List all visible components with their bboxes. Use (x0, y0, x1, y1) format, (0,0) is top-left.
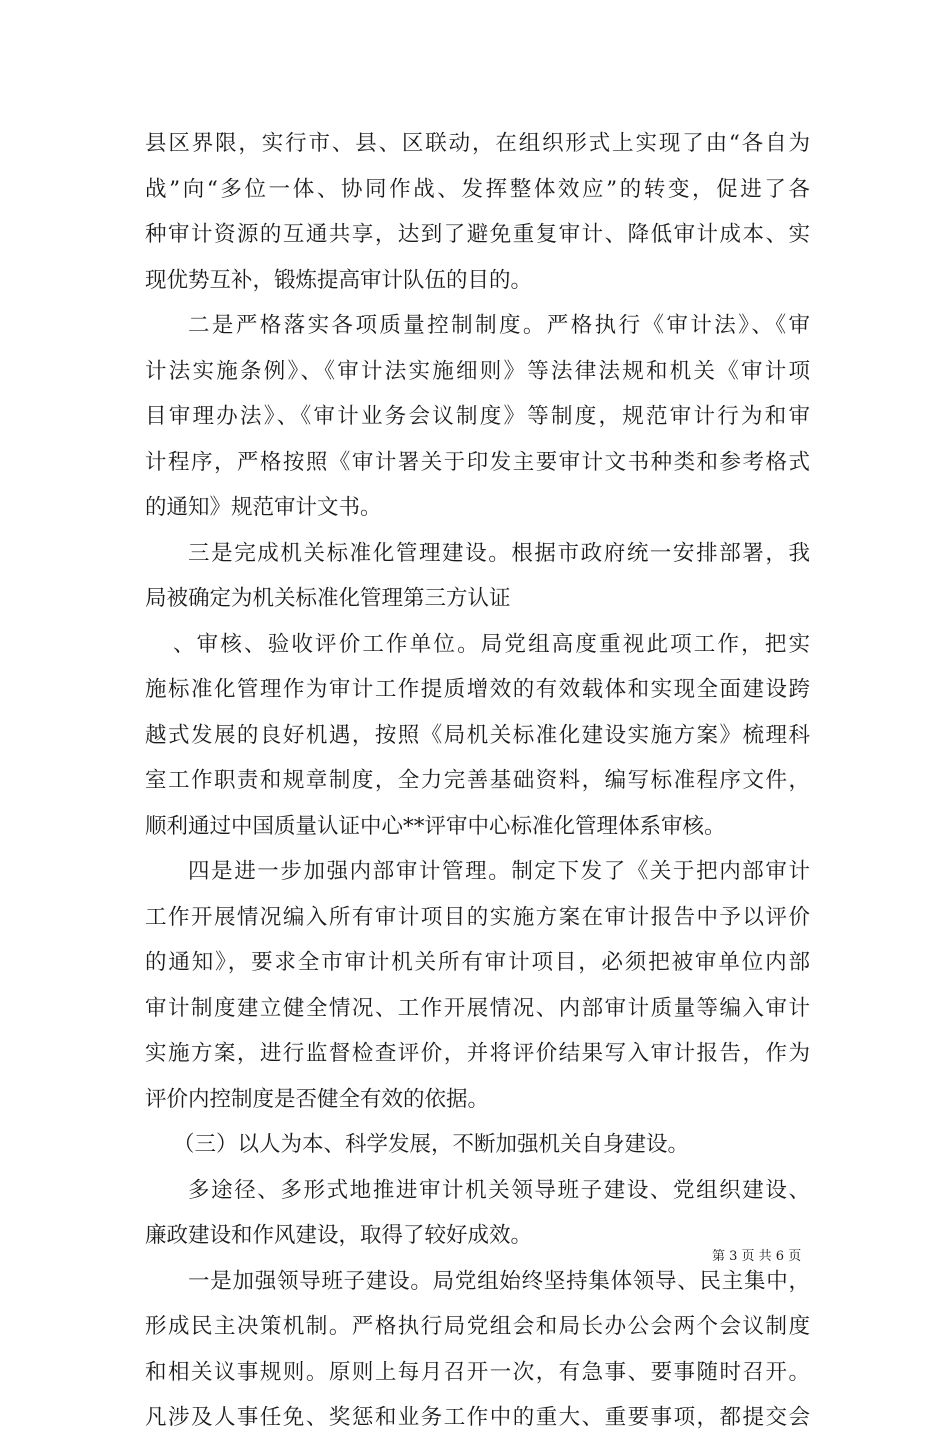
text-line: 越式发展的良好机遇，按照《局机关标准化建设实施方案》梳理科 (145, 722, 810, 748)
text-line: 计法实施条例》、《审计法实施细则》等法律法规和机关《审计项 (145, 358, 810, 384)
text-line: 的通知》规范审计文书。 (145, 495, 382, 520)
text-line: 审计制度建立健全情况、工作开展情况、内部审计质量等编入审计 (145, 995, 810, 1021)
text-line: 二是严格落实各项质量控制制度。严格执行《审计法》、《审 (188, 313, 810, 338)
text-line: 工作开展情况编入所有审计项目的实施方案在审计报告中予以评价 (145, 904, 810, 930)
text-line: 凡涉及人事任免、奖惩和业务工作中的重大、重要事项，都提交会 (145, 1405, 810, 1430)
text-line: 计程序，严格按照《审计署关于印发主要审计文书种类和参考格式 (145, 449, 810, 475)
text-line: 四是进一步加强内部审计管理。制定下发了《关于把内部审计 (188, 859, 810, 884)
text-line: 施标准化管理作为审计工作提质增效的有效载体和实现全面建设跨 (145, 677, 810, 702)
text-line: 多途径、多形式地推进审计机关领导班子建设、党组织建设、 (188, 1177, 810, 1203)
text-line: 实施方案，进行监督检查评价，并将评价结果写入审计报告，作为 (145, 1041, 810, 1066)
text-line: 三是完成机关标准化管理建设。根据市政府统一安排部署，我 (188, 540, 810, 566)
document-body (145, 121, 810, 1441)
text-line: 、审核、验收评价工作单位。局党组高度重视此项工作，把实 (173, 631, 810, 657)
text-line: 室工作职责和规章制度，全力完善基础资料，编写标准程序文件， (145, 768, 810, 793)
section-heading: （三）以人为本、科学发展，不断加强机关自身建设。 (173, 1132, 690, 1157)
text-line: 县区界限，实行市、县、区联动，在组织形式上实现了由“各自为 (145, 131, 810, 156)
text-line: 一是加强领导班子建设。局党组始终坚持集体领导、民主集中， (188, 1268, 810, 1294)
text-line: 战”向“多位一体、协同作战、发挥整体效应”的转变，促进了各 (145, 176, 810, 202)
text-line: 目审理办法》、《审计业务会议制度》等制度，规范审计行为和审 (145, 404, 810, 429)
text-line: 廉政建设和作风建设，取得了较好成效。 (145, 1223, 533, 1248)
text-line: 局被确定为机关标准化管理第三方认证 (145, 586, 511, 611)
text-line: 形成民主决策机制。严格执行局党组会和局长办公会两个会议制度 (145, 1314, 810, 1339)
text-line: 评价内控制度是否健全有效的依据。 (145, 1086, 490, 1112)
text-line: 种审计资源的互通共享，达到了避免重复审计、降低审计成本、实 (145, 222, 810, 247)
text-line: 和相关议事规则。原则上每月召开一次，有急事、要事随时召开。 (145, 1359, 810, 1385)
text-line: 现优势互补，锻炼提高审计队伍的目的。 (145, 267, 533, 293)
text-line: 顺利通过中国质量认证中心**评审中心标准化管理体系审核。 (145, 813, 726, 839)
page-number: 第 3 页 共 6 页 (712, 1249, 802, 1264)
text-line: 的通知》，要求全市审计机关所有审计项目，必须把被审单位内部 (145, 950, 810, 975)
